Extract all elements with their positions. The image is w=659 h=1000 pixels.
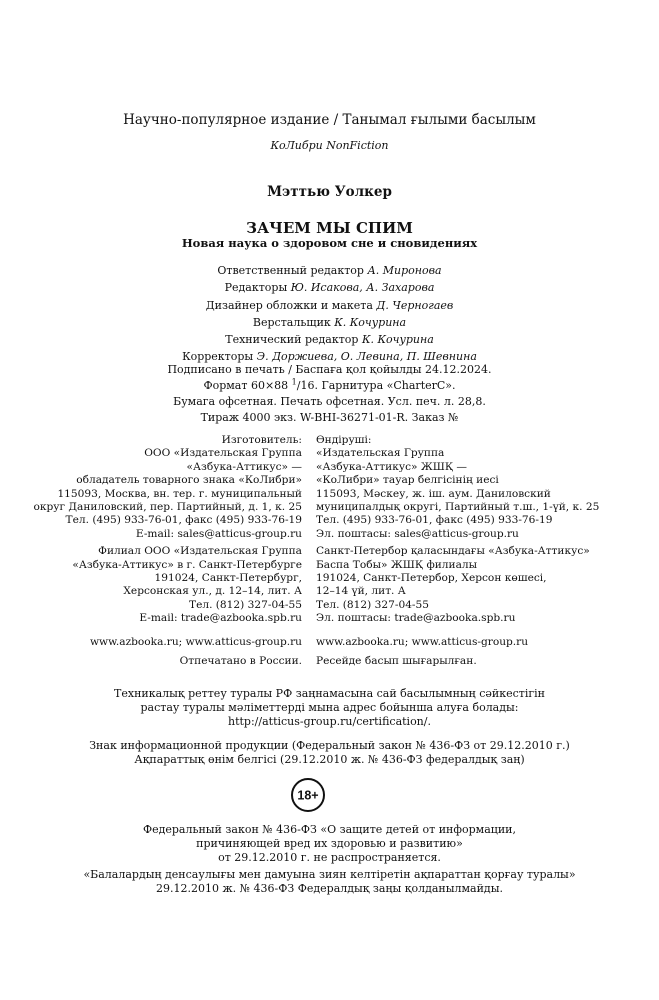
law-note-kz: «Балалардың денсаулығы мен дамуына зиян келтіретін ақпараттан қорғау туралы» 29.12.2010 ж. № 436-ФЗ Федералдық заңы қолданылмайды. [83, 868, 576, 896]
book-subtitle: Новая наука о здоровом сне и сновидениях [181, 236, 478, 250]
credit-line: Верстальщик К. Кочурина [252, 315, 407, 329]
credit-line: Корректоры Э. Доржиева, О. Левина, П. Шевнина [182, 350, 477, 364]
manufacturer-kz-branch: Санкт-Петербор қаласындағы «Азбука-Аттикус» Баспа Тобы» ЖШҚ филиалы 191024, Санкт-Петербор, Херсон көшесі, 12–14 үй, лит. А Тел. (812) 327-04-55 Эл. поштасы: trade@azbooka.spb.ru [316, 545, 590, 625]
signed-date: Подписано в печать / Баспаға қол қойылды 24.12.2024. [167, 363, 492, 376]
credit-line: Технический редактор К. Кочурина [225, 333, 434, 347]
manufacturer-kz [316, 434, 599, 669]
info-product-sign: Знак информационной продукции (Федеральный закон № 436-ФЗ от 29.12.2010 г.) Ақпараттық өнім белгісі (29.12.2010 ж. № 436-ФЗ федералдық заң) [89, 739, 570, 767]
credit-line: Дизайнер обложки и макета Д. Черногаев [205, 298, 454, 312]
edition-type: Научно-популярное издание / Танымал ғылыми басылым [123, 112, 536, 128]
manufacturer-ru-branch: Филиал ООО «Издательская Группа «Азбука-Аттикус» в г. Санкт-Петербурге 191024, Санкт-Петербург, Херсонская ул., д. 12–14, лит. А Тел. (812) 327-04-55 E-mail: trade@azbooka.spb.ru [72, 545, 302, 625]
manufacturer-ru-main: Изготовитель: ООО «Издательская Группа «Азбука-Аттикус» — обладатель товарного знака «КоЛибри» 115093, Москва, вн. тер. г. муниципальный округ Даниловский, пер. Партийный, д. 1, к. 25 Тел. (495) 933-76-01, факс (495) 933-76-19 E-mail: sales@atticus-group.ru [33, 434, 302, 540]
print-run-line: Тираж 4000 экз. W-BHI-36271-01-R. Заказ № [200, 411, 459, 424]
series-name: КоЛибри NonFiction [270, 139, 389, 152]
age-rating-badge [290, 777, 326, 813]
manufacturer-ru [34, 434, 303, 669]
age-badge-text: 18+ [297, 788, 319, 803]
printed-in: Отпечатано в России. [179, 655, 302, 668]
publishing-info [0, 362, 659, 426]
manufacturer-kz-main: Өндіруші: «Издательская Группа «Азбука-Аттикус» ЖШҚ — «КоЛибри» тауар белгісінің иесі 115093, Мәскеу, ж. іш. аум. Даниловский муниципалдық округі, Партийный т.ш., 1-үй, к. 25 Тел. (495) 933-76-01, факс (495) 933-76-19 Эл. поштасы: sales@atticus-group.ru [316, 434, 600, 540]
web-links: www.azbooka.ru; www.atticus-group.ru [316, 635, 529, 648]
credit-line: Ответственный редактор А. Миронова [217, 264, 442, 277]
law-note-ru: Федеральный закон № 436-ФЗ «О защите детей от информации, причиняющей вред их здоровью и развитию» от 29.12.2010 г. не распространяется. [142, 823, 517, 865]
web-links: www.azbooka.ru; www.atticus-group.ru [89, 635, 302, 648]
printed-in: Ресейде басып шығарылған. [316, 655, 477, 668]
format-line: Формат 60×88 $^1$/16. Гарнитура «CharterC». [203, 377, 456, 392]
book-title: ЗАЧЕМ МЫ СПИМ [246, 219, 413, 237]
certification-note: Техникалық реттеу туралы РФ заңнамасына сай басылымның сәйкестігін растау туралы мәліметтерді мына адрес бойынша алуға болады: http://atticus-group.ru/certification/. [114, 687, 545, 729]
paper-line: Бумага офсетная. Печать офсетная. Усл. печ. л. 28,8. [173, 395, 486, 408]
credit-line: Редакторы Ю. Исакова, А. Захарова [224, 281, 435, 295]
book-author: Мэттью Уолкер [267, 184, 392, 200]
credits-list [0, 262, 659, 366]
